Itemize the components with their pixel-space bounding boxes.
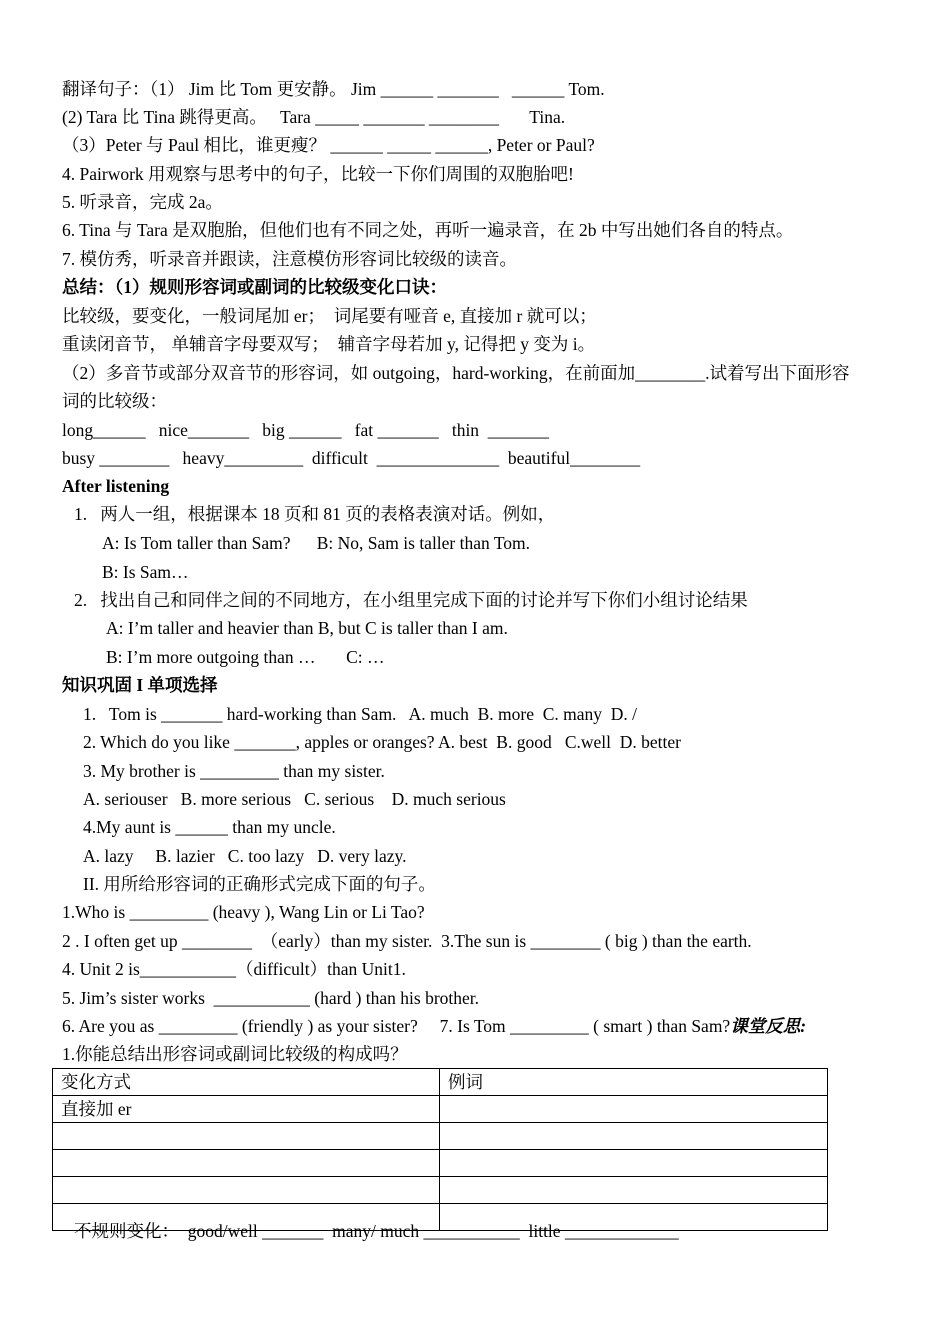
translate-line-1: 翻译句子：（1） Jim 比 Tom 更安静。 Jim ______ _______ ______ Tom.	[62, 79, 605, 99]
fill-q6-q7	[62, 1015, 806, 1037]
summary-heading: 总结：（1）规则形容词或副词的比较级变化口诀：	[62, 277, 447, 297]
rule-line-1: 比较级，要变化，一般词尾加 er； 词尾要有哑音 e, 直接加 r 就可以；	[62, 306, 597, 326]
after-listening-heading: After listening	[62, 476, 170, 496]
dialogue-line-3: A: I’m taller and heavier than B, but C is taller than I am.	[106, 618, 508, 638]
table-cell	[53, 1150, 440, 1177]
table-header-cell: 变化方式	[53, 1069, 440, 1096]
choice-q3-options: A. seriouser B. more serious C. serious D. much serious	[83, 789, 506, 809]
table-cell	[440, 1123, 828, 1150]
table-cell	[440, 1096, 828, 1123]
rule-line-3: （2）多音节或部分双音节的形容词，如 outgoing，hard-working，在前面加________.试着写出下面形容	[62, 363, 850, 383]
pair-task-2: 2. 找出自己和同伴之间的不同地方，在小组里完成下面的讨论并写下你们小组讨论结果	[74, 590, 748, 610]
dialogue-line-1: A: Is Tom taller than Sam? B: No, Sam is taller than Tom.	[102, 533, 531, 553]
translate-line-2: (2) Tara 比 Tina 跳得更高。 Tara _____ _______ ________ Tina.	[62, 107, 566, 127]
translate-line-3: （3）Peter 与 Paul 相比，谁更瘦？ ______ _____ ______, Peter or Paul?	[62, 135, 595, 155]
dialogue-line-4: B: I’m more outgoing than … C: …	[106, 647, 385, 667]
task-7: 7. 模仿秀，听录音并跟读，注意模仿形容词比较级的读音。	[62, 249, 517, 269]
rule-line-4: 词的比较级：	[62, 391, 167, 411]
table-cell	[440, 1150, 828, 1177]
choice-q4-options: A. lazy B. lazier C. too lazy D. very lazy.	[83, 846, 407, 866]
exercise-heading: 知识巩固 I 单项选择	[62, 675, 218, 695]
irregular-forms: 不规则变化： good/well _______ many/ much ___________ little _____________	[74, 1221, 679, 1241]
choice-q3: 3. My brother is _________ than my sister.	[83, 761, 385, 781]
table-cell	[53, 1123, 440, 1150]
table-header-cell: 例词	[440, 1069, 828, 1096]
reflection-question: 1.你能总结出形容词或副词比较级的构成吗？	[62, 1044, 408, 1064]
pair-task-1: 1. 两人一组，根据课本 18 页和 81 页的表格表演对话。例如，	[74, 504, 556, 524]
reflection-heading: 课堂反思:	[730, 1016, 807, 1036]
table-row	[53, 1177, 828, 1204]
table-header-row	[53, 1069, 828, 1096]
choice-q2: 2. Which do you like _______, apples or oranges? A. best B. good C.well D. better	[83, 732, 681, 752]
fill-q2-q3: 2 . I often get up ________ （early）than my sister. 3.The sun is ________ ( big ) than the earth.	[62, 931, 752, 951]
table-row	[53, 1096, 828, 1123]
dialogue-line-2: B: Is Sam…	[102, 562, 189, 582]
fill-heading: II. 用所给形容词的正确形式完成下面的句子。	[83, 874, 436, 894]
fill-q5: 5. Jim’s sister works ___________ (hard ) than his brother.	[62, 988, 480, 1008]
table-cell: 直接加 er	[53, 1096, 440, 1123]
rule-line-2: 重读闭音节， 单辅音字母要双写； 辅音字母若加 y, 记得把 y 变为 i。	[62, 334, 596, 354]
task-6: 6. Tina 与 Tara 是双胞胎，但他们也有不同之处，再听一遍录音，在 2b 中写出她们各自的特点。	[62, 220, 794, 240]
table-row	[53, 1123, 828, 1150]
fill-q4: 4. Unit 2 is___________（difficult）than Unit1.	[62, 959, 406, 979]
table-row	[53, 1150, 828, 1177]
fill-q1: 1.Who is _________ (heavy ), Wang Lin or Li Tao?	[62, 902, 425, 922]
word-list-2: busy ________ heavy_________ difficult ______________ beautiful________	[62, 448, 641, 468]
word-list-1: long______ nice_______ big ______ fat _______ thin _______	[62, 420, 550, 440]
choice-q1: 1. Tom is _______ hard-working than Sam. A. much B. more C. many D. /	[83, 704, 638, 724]
comparative-table	[52, 1068, 828, 1231]
task-4: 4. Pairwork 用观察与思考中的句子，比较一下你们周围的双胞胎吧!	[62, 164, 574, 184]
table-cell	[440, 1177, 828, 1204]
choice-q4: 4.My aunt is ______ than my uncle.	[83, 817, 336, 837]
table-cell	[53, 1177, 440, 1204]
task-5: 5. 听录音，完成 2a。	[62, 192, 223, 212]
fill-q6-q7-text: 6. Are you as _________ (friendly ) as your sister? 7. Is Tom _________ ( smart ) than Sam?	[62, 1016, 731, 1036]
